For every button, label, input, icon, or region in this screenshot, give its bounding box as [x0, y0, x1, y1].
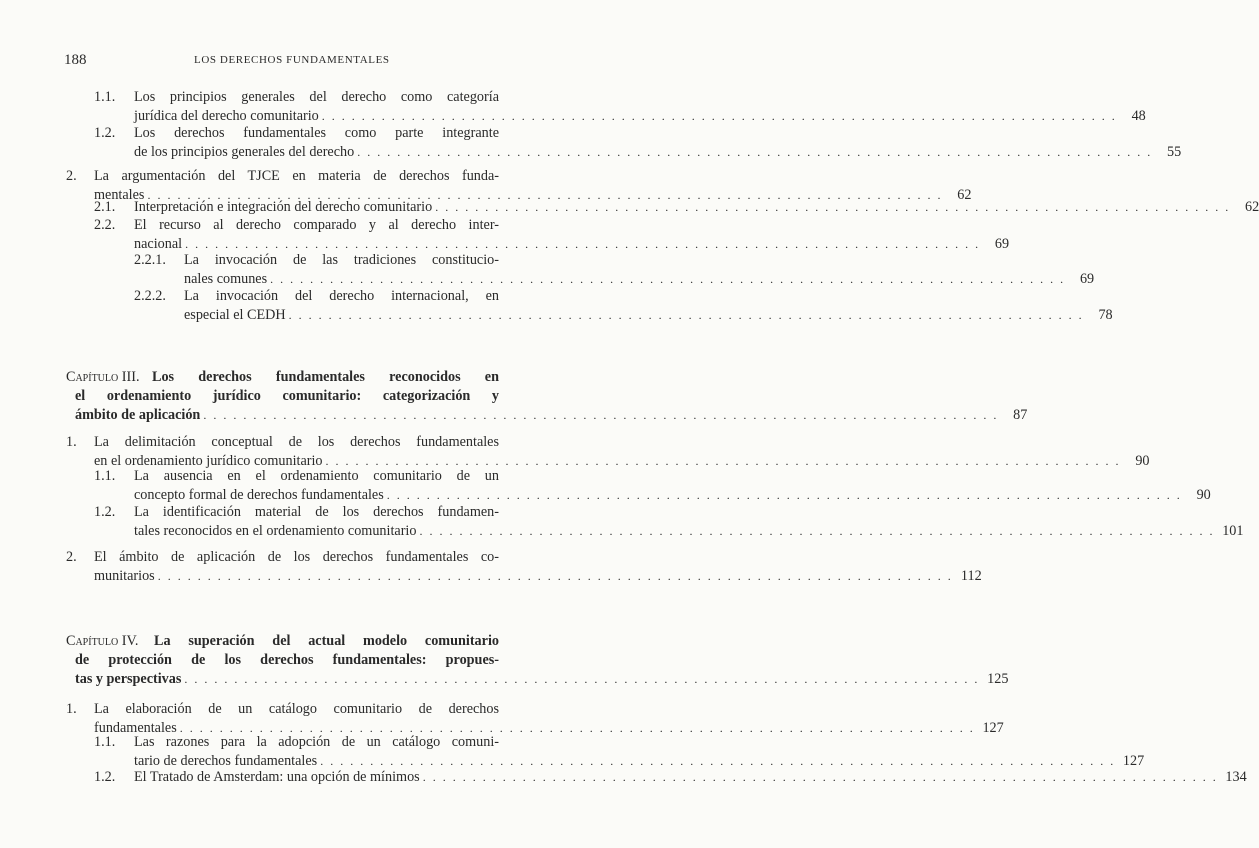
toc-entry-text: nales comunes: [184, 271, 268, 287]
leader-dots: . . . . . . . . . . . . . . . . . . . . . . . . . . . . . . . . . . . . . . . . . . . . . . . . . . . . . . . . . . . . . . . . . . . . . . . . . . . . . . . .: [357, 145, 1153, 159]
leader-dots: . . . . . . . . . . . . . . . . . . . . . . . . . . . . . . . . . . . . . . . . . . . . . . . . . . . . . . . . . . . . . . . . . . . . . . . . . . . . . . . .: [185, 237, 981, 251]
toc-page-number: 127: [982, 720, 1004, 736]
toc-entry-number: 1.2.: [94, 769, 116, 785]
page-header: [64, 52, 507, 72]
toc-entry-text: jurídica del derecho comunitario: [134, 108, 319, 124]
toc-page-number: 55: [1167, 144, 1182, 160]
toc-entry-line: [152, 368, 499, 387]
toc-entry-line: [94, 548, 499, 567]
toc-page-number: 69: [994, 236, 1010, 252]
leader-dots: . . . . . . . . . . . . . . . . . . . . . . . . . . . . . . . . . . . . . . . . . . . . . . . . . . . . . . . . . . . . . . . . . . . . . . . . . . . . . . . .: [422, 770, 1218, 784]
toc-page-number: 78: [1098, 307, 1113, 323]
toc-entry-text: Las razones para la adopción de un catálogo comuni-: [134, 734, 499, 750]
toc-entry-line: [134, 522, 1244, 541]
toc-entry-text: tas y perspectivas: [75, 671, 182, 687]
toc-entry-text: tales reconocidos en el ordenamiento comunitario: [134, 523, 417, 539]
toc-entry-number: 1.2.: [94, 125, 116, 141]
leader-dots: . . . . . . . . . . . . . . . . . . . . . . . . . . . . . . . . . . . . . . . . . . . . . . . . . . . . . . . . . . . . . . . . . . . . . . . . . . . . . . . .: [179, 721, 975, 735]
toc-entry-text: mentales: [94, 187, 145, 203]
toc-entry-number: 1.: [66, 434, 77, 450]
toc-entry-line: [184, 287, 499, 306]
toc-page-number: 112: [960, 568, 982, 584]
toc-page-number: 62: [957, 187, 972, 203]
toc-page-number: 134: [1225, 769, 1247, 785]
toc-page-number: 48: [1131, 108, 1146, 124]
toc-entry-text: El recurso al derecho comparado y al derecho inter-: [134, 217, 499, 233]
toc-entry-number: 2.2.2.: [134, 288, 166, 304]
toc-entry-text: La delimitación conceptual de los derechos fundamentales: [94, 434, 499, 450]
toc-entry-line: [134, 143, 1182, 162]
toc-entry-line: [94, 567, 982, 586]
toc-entry-text: munitarios: [94, 568, 155, 584]
toc-entry-line: [94, 167, 499, 186]
leader-dots: . . . . . . . . . . . . . . . . . . . . . . . . . . . . . . . . . . . . . . . . . . . . . . . . . . . . . . . . . . . . . . . . . . . . . . . . . . . . . . . .: [419, 524, 1215, 538]
toc-entry-number: 1.1.: [94, 734, 116, 750]
page-number: 188: [64, 52, 87, 68]
chapter-label: Capítulo IV.: [66, 633, 139, 649]
leader-dots: . . . . . . . . . . . . . . . . . . . . . . . . . . . . . . . . . . . . . . . . . . . . . . . . . . . . . . . . . . . . . . . . . . . . . . . . . . . . . . . .: [157, 569, 953, 583]
toc-page-number: 90: [1196, 487, 1211, 503]
toc-entry-line: [184, 251, 499, 270]
leader-dots: . . . . . . . . . . . . . . . . . . . . . . . . . . . . . . . . . . . . . . . . . . . . . . . . . . . . . . . . . . . . . . . . . . . . . . . . . . . . . . . .: [288, 308, 1084, 322]
toc-entry-number: 2.: [66, 168, 77, 184]
toc-entry-text: especial el CEDH: [184, 307, 286, 323]
toc-entry-text: La argumentación del TJCE en materia de derechos funda-: [94, 168, 499, 184]
leader-dots: . . . . . . . . . . . . . . . . . . . . . . . . . . . . . . . . . . . . . . . . . . . . . . . . . . . . . . . . . . . . . . . . . . . . . . . . . . . . . . . .: [321, 109, 1117, 123]
toc-entry-line: [94, 700, 499, 719]
leader-dots: . . . . . . . . . . . . . . . . . . . . . . . . . . . . . . . . . . . . . . . . . . . . . . . . . . . . . . . . . . . . . . . . . . . . . . . . . . . . . . . .: [270, 272, 1066, 286]
toc-entry-number: 2.1.: [94, 199, 116, 215]
toc-entry-line: [134, 768, 1247, 787]
toc-entry-line: [94, 433, 499, 452]
toc-entry-text: La superación del actual modelo comunitario: [154, 633, 499, 649]
running-title: LOS DERECHOS FUNDAMENTALES: [194, 54, 390, 66]
toc-entry-text: La ausencia en el ordenamiento comunitario de un: [134, 468, 499, 484]
toc-entry-text: de los principios generales del derecho: [134, 144, 355, 160]
toc-entry-text: Interpretación e integración del derecho comunitario: [134, 199, 433, 215]
toc-entry-line: [75, 651, 499, 670]
toc-page-number: 69: [1079, 271, 1095, 287]
toc-page-number: 90: [1135, 453, 1150, 469]
toc-entry-line: [134, 733, 499, 752]
toc-entry-number: 2.2.1.: [134, 252, 166, 268]
toc-entry-number: 2.: [66, 549, 77, 565]
leader-dots: . . . . . . . . . . . . . . . . . . . . . . . . . . . . . . . . . . . . . . . . . . . . . . . . . . . . . . . . . . . . . . . . . . . . . . . . . . . . . . . .: [147, 188, 943, 202]
chapter-label: Capítulo III.: [66, 369, 140, 385]
toc-entry-line: [75, 387, 499, 406]
toc-entry-text: La invocación de las tradiciones constitucio-: [184, 252, 499, 268]
toc-entry-text: El ámbito de aplicación de los derechos fundamentales co-: [94, 549, 499, 565]
toc-entry-text: fundamentales: [94, 720, 177, 736]
leader-dots: . . . . . . . . . . . . . . . . . . . . . . . . . . . . . . . . . . . . . . . . . . . . . . . . . . . . . . . . . . . . . . . . . . . . . . . . . . . . . . . .: [325, 454, 1121, 468]
toc-entry-text: El Tratado de Amsterdam: una opción de mínimos: [134, 769, 420, 785]
toc-entry-line: [154, 632, 499, 651]
toc-entry-text: el ordenamiento jurídico comunitario: categorización y: [75, 388, 499, 404]
toc-entry-number: 1.2.: [94, 504, 116, 520]
toc-entry-line: [134, 124, 499, 143]
toc-page-number: 87: [1013, 407, 1028, 423]
leader-dots: . . . . . . . . . . . . . . . . . . . . . . . . . . . . . . . . . . . . . . . . . . . . . . . . . . . . . . . . . . . . . . . . . . . . . . . . . . . . . . . .: [386, 488, 1182, 502]
toc-entry-text: en el ordenamiento jurídico comunitario: [94, 453, 323, 469]
toc-entry-text: La identificación material de los derechos fundamen-: [134, 504, 499, 520]
toc-entry-text: de protección de los derechos fundamentales: propues-: [75, 652, 499, 668]
toc-entry-line: [134, 216, 499, 235]
toc-entry-text: La invocación del derecho internacional, en: [184, 288, 499, 304]
toc-page-number: 127: [1122, 753, 1145, 769]
toc-entry-text: nacional: [134, 236, 183, 252]
toc-entry-line: [134, 198, 1259, 217]
toc-entry-text: Los principios generales del derecho como categoría: [134, 89, 499, 105]
toc-entry-text: tario de derechos fundamentales: [134, 753, 318, 769]
toc-entry-line: [134, 467, 499, 486]
toc-entry-number: 1.1.: [94, 89, 116, 105]
toc-entry-line: [184, 306, 1113, 325]
toc-entry-text: ámbito de aplicación: [75, 407, 201, 423]
leader-dots: . . . . . . . . . . . . . . . . . . . . . . . . . . . . . . . . . . . . . . . . . . . . . . . . . . . . . . . . . . . . . . . . . . . . . . . . . . . . . . . .: [320, 754, 1116, 768]
toc-entry-text: La elaboración de un catálogo comunitario de derechos: [94, 701, 499, 717]
toc-page-number: 62: [1245, 199, 1259, 215]
toc-entry-line: [134, 503, 499, 522]
toc-page-number: 125: [987, 671, 1009, 687]
toc-entry-number: 2.2.: [94, 217, 116, 233]
toc-entry-text: Los derechos fundamentales como parte integrante: [134, 125, 499, 141]
toc-entry-text: concepto formal de derechos fundamentales: [134, 487, 384, 503]
toc-page-number: 101: [1222, 523, 1244, 539]
toc-entry-text: Los derechos fundamentales reconocidos en: [152, 369, 499, 385]
leader-dots: . . . . . . . . . . . . . . . . . . . . . . . . . . . . . . . . . . . . . . . . . . . . . . . . . . . . . . . . . . . . . . . . . . . . . . . . . . . . . . . .: [184, 672, 980, 686]
leader-dots: . . . . . . . . . . . . . . . . . . . . . . . . . . . . . . . . . . . . . . . . . . . . . . . . . . . . . . . . . . . . . . . . . . . . . . . . . . . . . . . .: [435, 200, 1231, 214]
toc-entry-number: 1.: [66, 701, 77, 717]
toc-entry-line: [75, 670, 1009, 689]
toc-entry-line: [75, 406, 1028, 425]
toc-entry-line: [134, 88, 499, 107]
toc-entry-number: 1.1.: [94, 468, 116, 484]
leader-dots: . . . . . . . . . . . . . . . . . . . . . . . . . . . . . . . . . . . . . . . . . . . . . . . . . . . . . . . . . . . . . . . . . . . . . . . . . . . . . . . .: [203, 408, 999, 422]
